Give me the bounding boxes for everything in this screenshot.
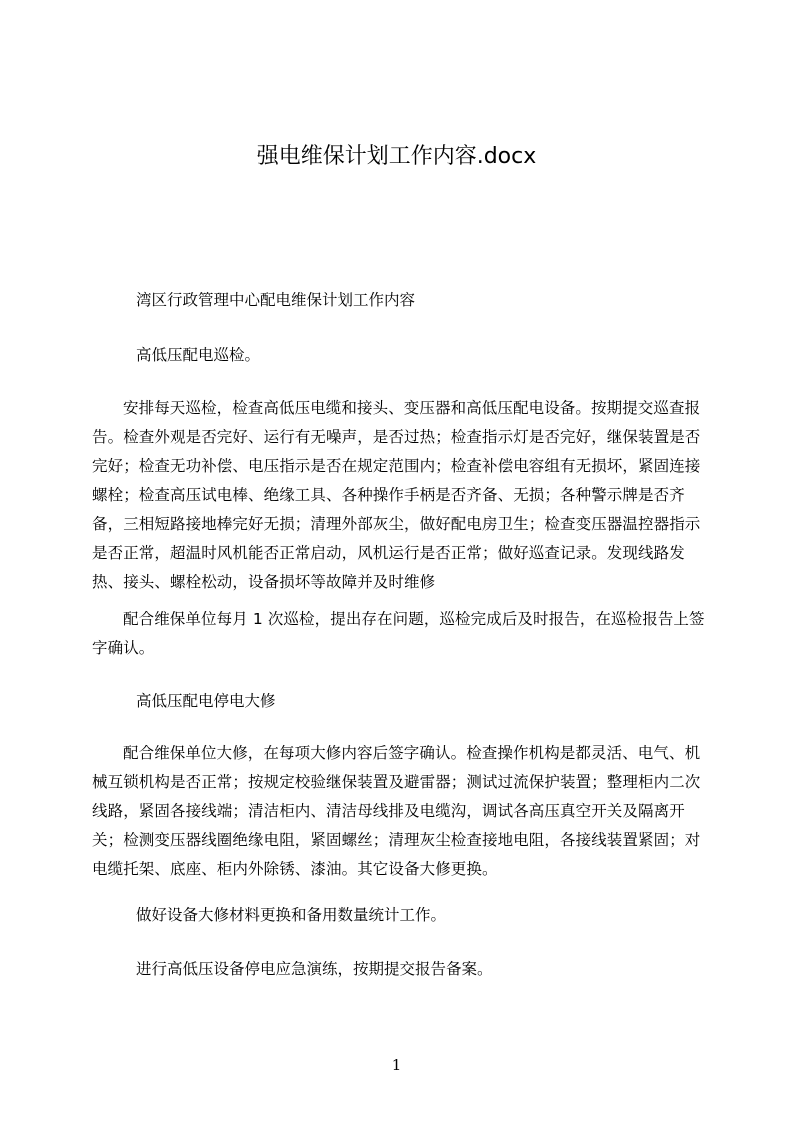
paragraph-monthly-inspection: 配合维保单位每月 1 次巡检，提出存在问题，巡检完成后及时报告，在巡检报告上签字确认。 xyxy=(92,610,705,657)
paragraph-daily-inspection: 安排每天巡检，检查高低压电缆和接头、变压器和高低压配电设备。按期提交巡查报告。检查外观是否完好、运行有无噪声，是否过热；检查指示灯是否完好，继保装置是否完好；检查无功补偿、电压指示是否在规定范围内；检查补偿电容组有无损坏，紧固连接螺栓；检查高压试电棒、绝缘工具、各种操作手柄是否齐备、无损；各种警示牌是否齐备，三相短路接地棒完好无损；清理外部灰尘，做好配电房卫生；检查变压器温控器指示是否正常，超温时风机能否正常启动，风机运行是否正常；做好巡查记录。发现线路发热、接头、螺栓松动，设备损坏等故障并及时维修 xyxy=(92,399,701,591)
paragraph-overhaul-heading: 高低压配电停电大修 xyxy=(136,692,276,710)
paragraph-overhaul-details: 配合维保单位大修，在每项大修内容后签字确认。检查操作机构是都灵活、电气、机械互锁机构是否正常；按规定校验继保装置及避雷器；测试过流保护装置；整理柜内二次线路，紧固各接线端；清洁柜内、清洁母线排及电缆沟，调试各高压真空开关及隔离开关；检测变压器线圈绝缘电阻，紧固螺丝；清理灰尘检查接地电阻，各接线装置紧固；对电缆托架、底座、柜内外除锈、漆油。其它设备大修更换。 xyxy=(92,744,701,878)
paragraph-emergency-drill: 进行高低压设备停电应急演练，按期提交报告备案。 xyxy=(136,960,493,978)
paragraph-material-statistics: 做好设备大修材料更换和备用数量统计工作。 xyxy=(136,906,447,924)
document-title: 强电维保计划工作内容.docx xyxy=(256,144,537,169)
page-number: 1 xyxy=(391,1056,402,1074)
paragraph-inspection-heading: 高低压配电巡检。 xyxy=(136,346,261,364)
paragraph-intro-heading: 湾区行政管理中心配电维保计划工作内容 xyxy=(136,291,416,309)
